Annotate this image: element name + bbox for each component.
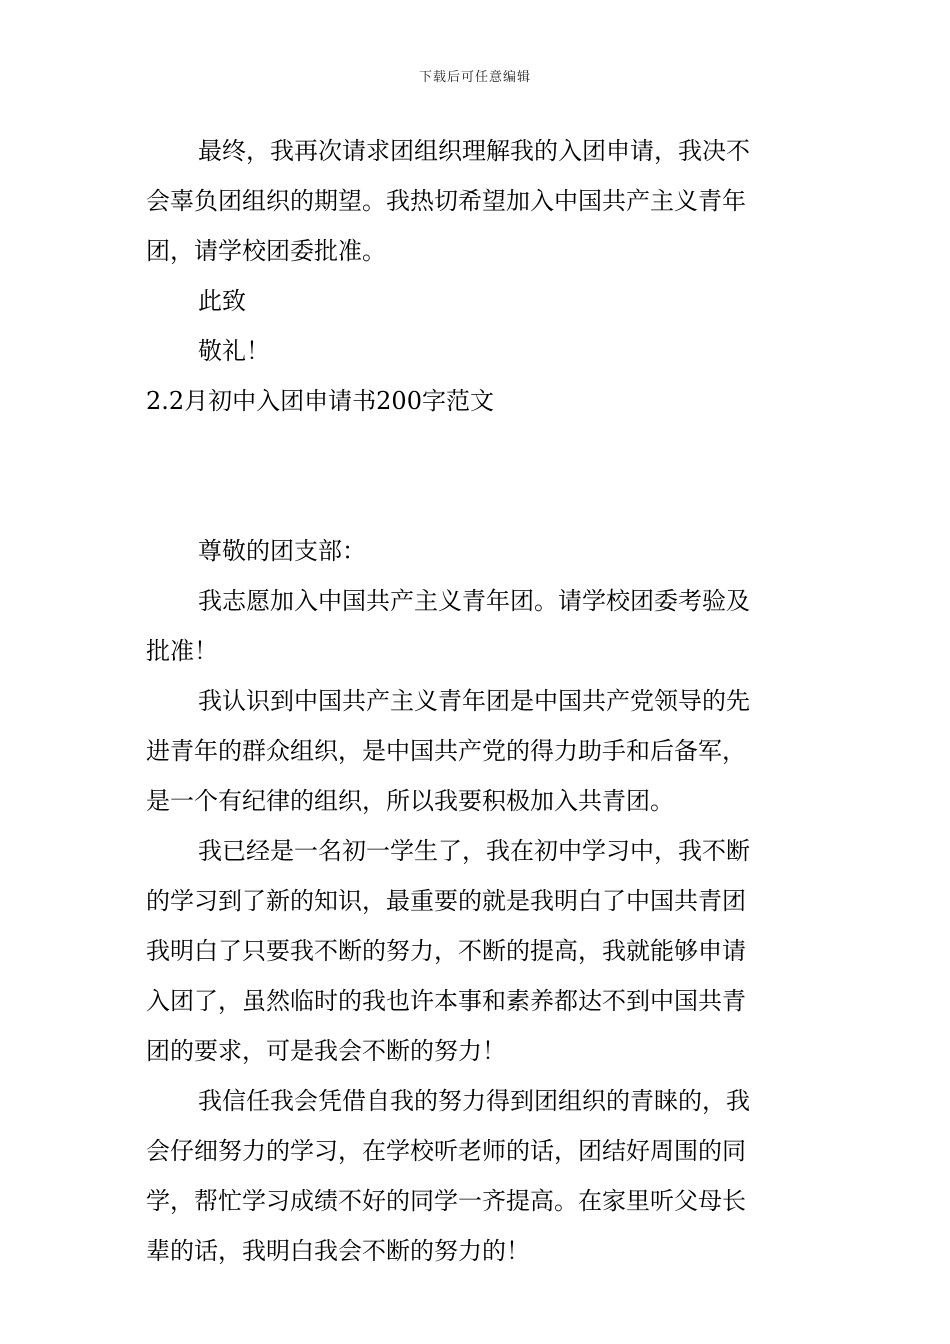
salutation-jingli: 敬礼！	[198, 337, 270, 365]
paragraph-2-line-2: 进青年的群众组织，是中国共产党的得力助手和后备军，	[146, 737, 746, 765]
paragraph-4-line-3: 学，帮忙学习成绩不好的同学一齐提高。在家里听父母长	[146, 1187, 746, 1215]
greeting: 尊敬的团支部：	[198, 537, 366, 565]
paragraph-3-line-1: 我已经是一名初一学生了，我在初中学习中，我不断	[198, 837, 750, 865]
closing-line-2: 会辜负团组织的期望。我热切希望加入中国共产主义青年	[146, 187, 746, 215]
paragraph-4-line-2: 会仔细努力的学习，在学校听老师的话，团结好周围的同	[146, 1137, 746, 1165]
paragraph-2-line-3: 是一个有纪律的组织，所以我要积极加入共青团。	[146, 787, 674, 815]
page-header: 下载后可任意编辑	[418, 70, 531, 85]
paragraph-4-line-1: 我信任我会凭借自我的努力得到团组织的青睐的，我	[198, 1087, 750, 1115]
paragraph-3-line-5: 团的要求，可是我会不断的努力！	[146, 1037, 506, 1065]
paragraph-3-line-3: 我明白了只要我不断的努力，不断的提高，我就能够申请	[146, 937, 746, 965]
paragraph-1-line-2: 批准！	[146, 637, 218, 665]
section-title: 2.2月初中入团申请书200字范文	[146, 387, 494, 415]
paragraph-3-line-4: 入团了，虽然临时的我也许本事和素养都达不到中国共青	[146, 987, 746, 1015]
paragraph-1-line-1: 我志愿加入中国共产主义青年团。请学校团委考验及	[198, 587, 750, 615]
paragraph-4-line-4: 辈的话，我明白我会不断的努力的！	[146, 1237, 530, 1265]
blank-spacer	[146, 426, 808, 526]
salutation-cizhi: 此致	[198, 287, 246, 315]
paragraph-2-line-1: 我认识到中国共产主义青年团是中国共产党领导的先	[198, 687, 750, 715]
paragraph-3-line-2: 的学习到了新的知识，最重要的就是我明白了中国共青团	[146, 887, 746, 915]
document-body	[146, 126, 808, 1276]
closing-line-1: 最终，我再次请求团组织理解我的入团申请，我决不	[198, 137, 750, 165]
closing-line-3: 团，请学校团委批准。	[146, 237, 386, 265]
